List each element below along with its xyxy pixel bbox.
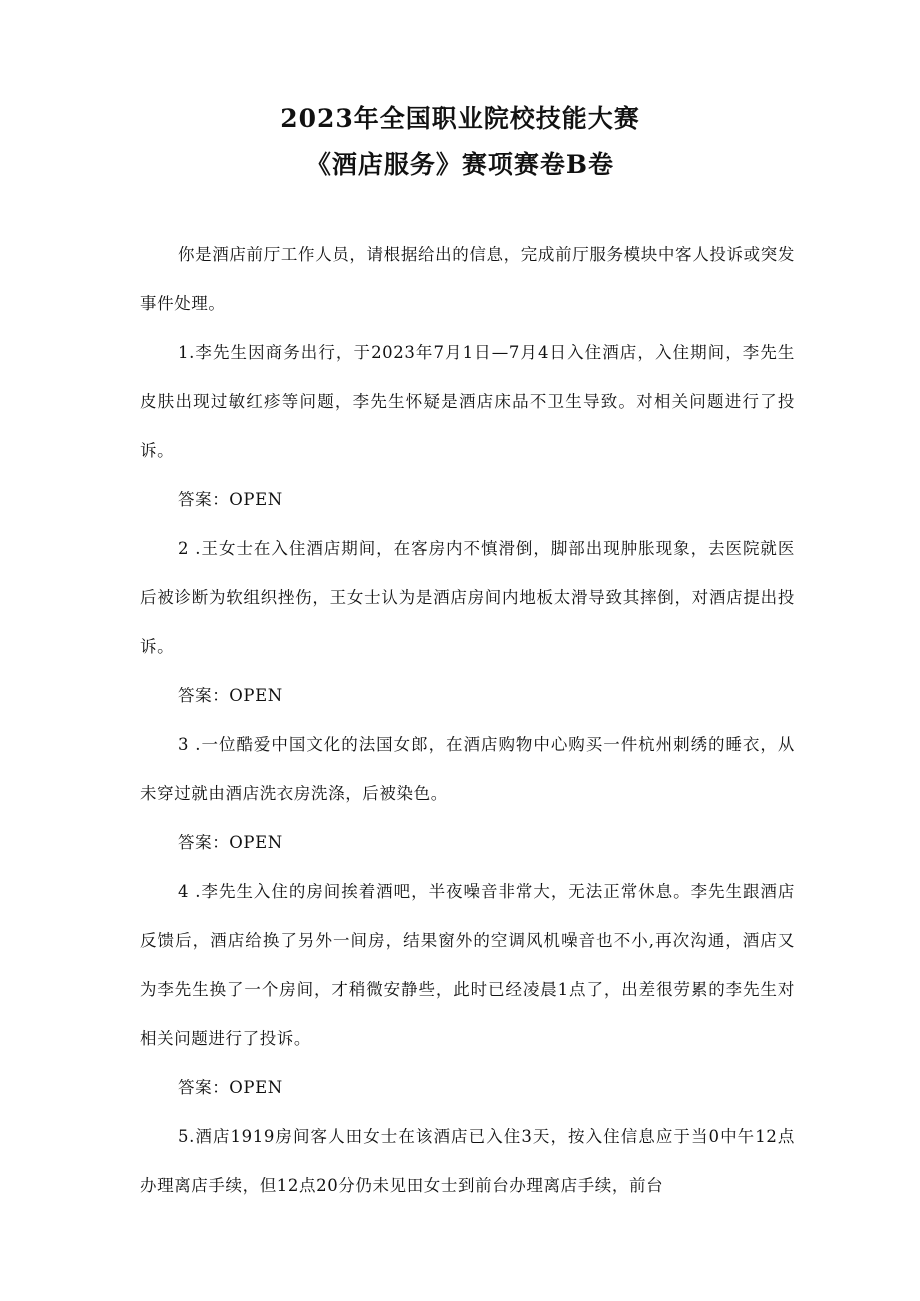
intro-paragraph: 你是酒店前厅工作人员，请根据给出的信息，完成前厅服务模块中客人投诉或突发事件处理。 [140,245,795,313]
answer-2: 答案：OPEN [178,686,283,705]
answer-3: 答案：OPEN [178,833,283,852]
question-4: 4 .李先生入住的房间挨着酒吧，半夜噪音非常大，无法正常休息。李先生跟酒店反馈后，酒店给换了另外一间房，结果窗外的空调风机噪音也不小,再次沟通，酒店又为李先生换了一个房间，才稍微安静些，此时已经凌晨1点了，出差很劳累的李先生对相关问题进行了投诉。 [140,882,795,1048]
question-3: 3 .一位酷爱中国文化的法国女郎，在酒店购物中心购买一件杭州刺绣的睡衣，从未穿过就由酒店洗衣房洗涤，后被染色。 [140,735,795,803]
answer-1: 答案：OPEN [178,490,283,509]
answer-4: 答案：OPEN [178,1078,283,1097]
document-title-line2: 《酒店服务》赛项赛卷B卷 [305,150,615,179]
document-body [140,230,795,1210]
question-2: 2 .王女士在入住酒店期间，在客房内不慎滑倒，脚部出现肿胀现象，去医院就医后被诊断为软组织挫伤，王女士认为是酒店房间内地板太滑导致其摔倒，对酒店提出投诉。 [140,539,795,656]
document-title-line1: 2023年全国职业院校技能大赛 [280,104,640,133]
question-1: 1.李先生因商务出行，于2023年7月1日—7月4日入住酒店，入住期间，李先生皮肤出现过敏红疹等问题，李先生怀疑是酒店床品不卫生导致。对相关问题进行了投诉。 [140,343,795,460]
question-5: 5.酒店1919房间客人田女士在该酒店已入住3天，按入住信息应于当0中午12点办理离店手续，但12点20分仍未见田女士到前台办理离店手续，前台 [140,1127,795,1195]
